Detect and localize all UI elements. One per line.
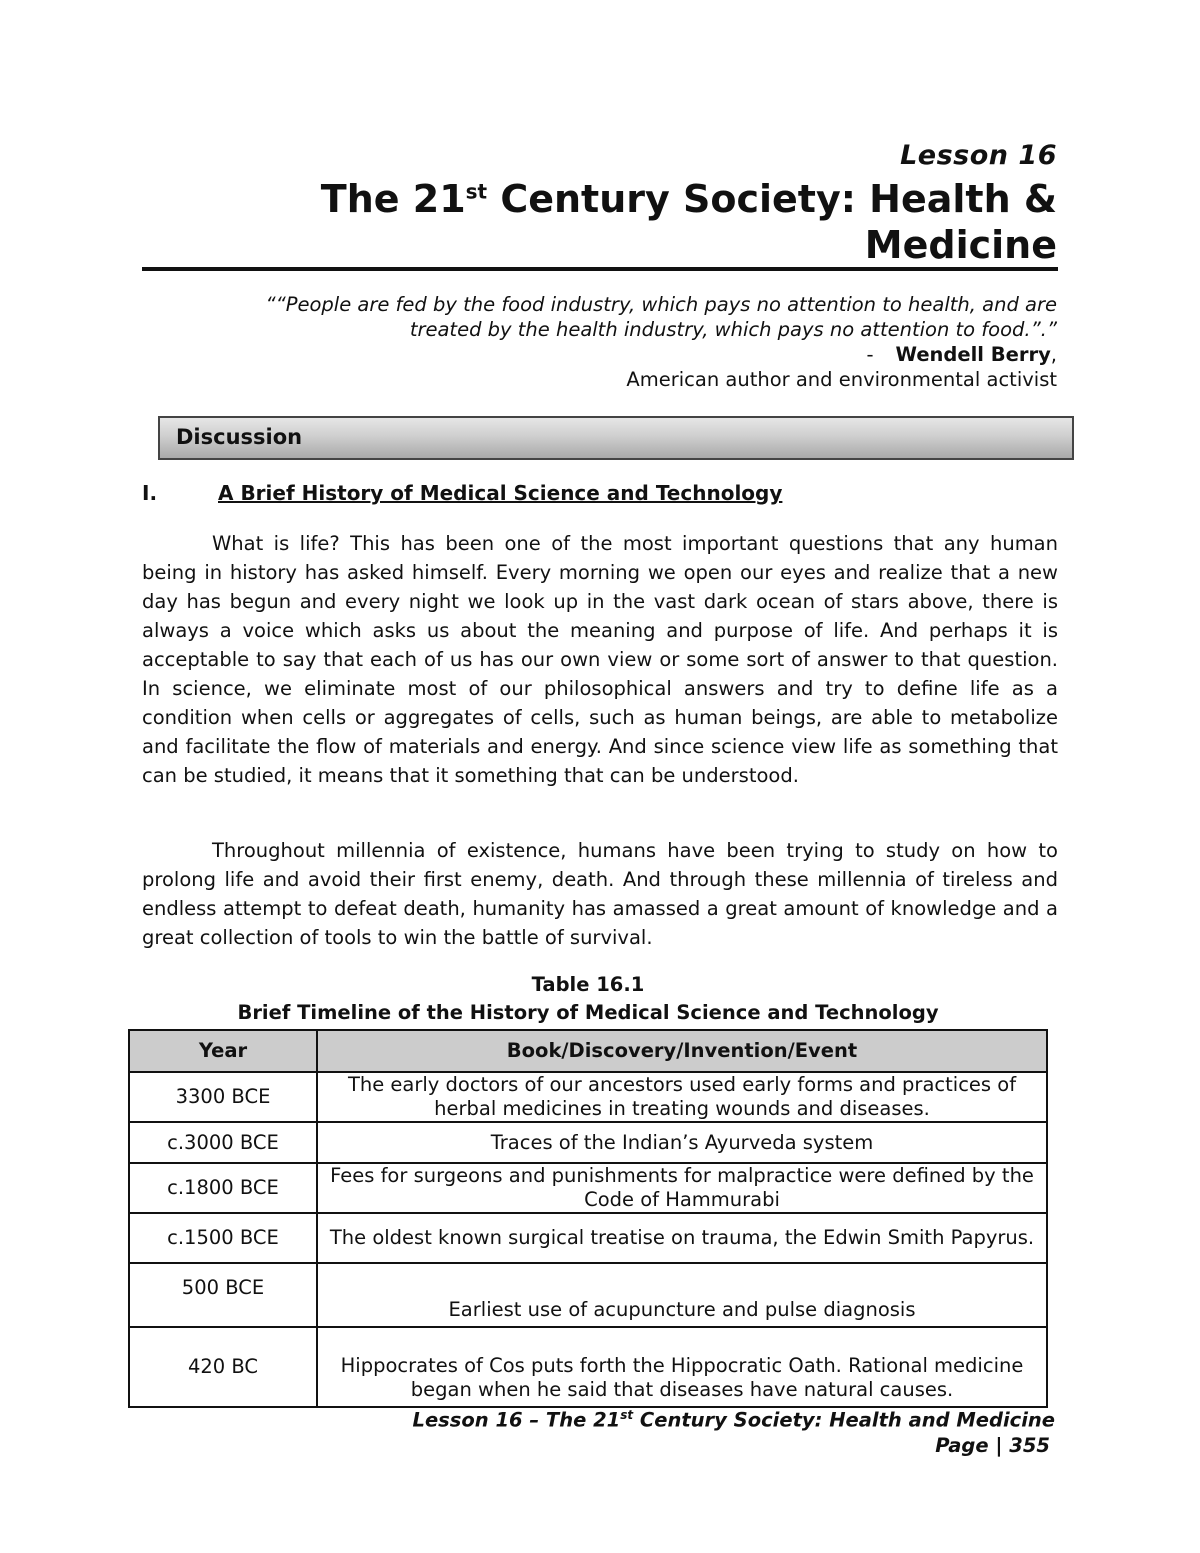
footer-title bbox=[413, 1408, 1055, 1432]
row-event: Hippocrates of Cos puts forth the Hippocratic Oath. Rational medicine began when he said that diseases have natural causes. bbox=[317, 1327, 1047, 1407]
row-event: Fees for surgeons and punishments for malpractice were defined by the Code of Hammurabi bbox=[317, 1163, 1047, 1213]
title-divider bbox=[142, 267, 1058, 271]
attribution-dash: - bbox=[866, 343, 874, 366]
table-caption-number: Table 16.1 bbox=[531, 973, 645, 996]
title-part-1: The 21 bbox=[320, 177, 466, 221]
table-caption-title: Brief Timeline of the History of Medical Science and Technology bbox=[237, 1001, 939, 1024]
page-number: Page | 355 bbox=[935, 1434, 1050, 1457]
table-row bbox=[129, 1122, 1047, 1163]
row-year: 500 BCE bbox=[129, 1263, 317, 1327]
header-year: Year bbox=[129, 1030, 317, 1072]
row-year: 3300 BCE bbox=[129, 1072, 317, 1122]
title-part-2: Century Society: Health & bbox=[487, 177, 1057, 221]
row-event: Earliest use of acupuncture and pulse diagnosis bbox=[317, 1263, 1047, 1327]
section-title: A Brief History of Medical Science and Technology bbox=[218, 481, 783, 505]
quote-attribution bbox=[866, 342, 1057, 367]
table-row bbox=[129, 1327, 1047, 1407]
row-event: Traces of the Indian’s Ayurveda system bbox=[317, 1122, 1047, 1163]
row-year: c.3000 BCE bbox=[129, 1122, 317, 1163]
timeline-table bbox=[128, 1029, 1048, 1408]
author-suffix: , bbox=[1050, 343, 1057, 366]
author-role: American author and environmental activist bbox=[626, 368, 1057, 391]
table-row bbox=[129, 1213, 1047, 1263]
section-number: I. bbox=[142, 481, 158, 505]
row-year: c.1800 BCE bbox=[129, 1163, 317, 1213]
discussion-banner bbox=[158, 416, 1074, 460]
row-year: c.1500 BCE bbox=[129, 1213, 317, 1263]
epigraph-quote bbox=[137, 292, 1057, 342]
quote-author: Wendell Berry bbox=[895, 343, 1051, 366]
title-superscript: st bbox=[465, 179, 488, 204]
footer-title-part-2: Century Society: Health and Medicine bbox=[633, 1408, 1055, 1432]
row-year: 420 BC bbox=[129, 1327, 317, 1407]
table-row bbox=[129, 1072, 1047, 1122]
table-header-row bbox=[129, 1030, 1047, 1072]
row-event: The oldest known surgical treatise on trauma, the Edwin Smith Papyrus. bbox=[317, 1213, 1047, 1263]
discussion-label: Discussion bbox=[176, 425, 303, 449]
quote-line-2: treated by the health industry, which pays no attention to food.”.” bbox=[409, 318, 1057, 341]
lesson-number: Lesson 16 bbox=[900, 140, 1057, 171]
footer-title-part-1: Lesson 16 – The 21 bbox=[412, 1408, 621, 1432]
quote-line-1: ““People are fed by the food industry, which pays no attention to health, and are bbox=[265, 293, 1057, 316]
row-event: The early doctors of our ancestors used early forms and practices of herbal medicines in treating wounds and diseases. bbox=[317, 1072, 1047, 1122]
page-title bbox=[157, 176, 1057, 268]
table-row bbox=[129, 1163, 1047, 1213]
paragraph-2: Throughout millennia of existence, humans have been trying to study on how to prolong life and avoid their first enemy, death. And through these millennia of tireless and endless attempt to defeat death, humanity has amassed a great amount of knowledge and a great collection of tools to win the battle of survival. bbox=[142, 839, 1058, 949]
paragraph-1: What is life? This has been one of the most important questions that any human being in history has asked himself. Every morning we open our eyes and realize that a new day has begun and every night we look up in the vast dark ocean of stars above, there is always a voice which asks us about the meaning and purpose of life. And perhaps it is acceptable to say that each of us has our own view or some sort of answer to that question. In science, we eliminate most of our philosophical answers and try to define life as a condition when cells or aggregates of cells, such as human beings, are able to metabolize and facilitate the flow of materials and energy. And since science view life as something that can be studied, it means that it something that can be understood. bbox=[142, 532, 1058, 787]
table-row bbox=[129, 1263, 1047, 1327]
header-event: Book/Discovery/Invention/Event bbox=[317, 1030, 1047, 1072]
title-line-2: Medicine bbox=[864, 223, 1057, 267]
footer-superscript: st bbox=[620, 1408, 634, 1422]
